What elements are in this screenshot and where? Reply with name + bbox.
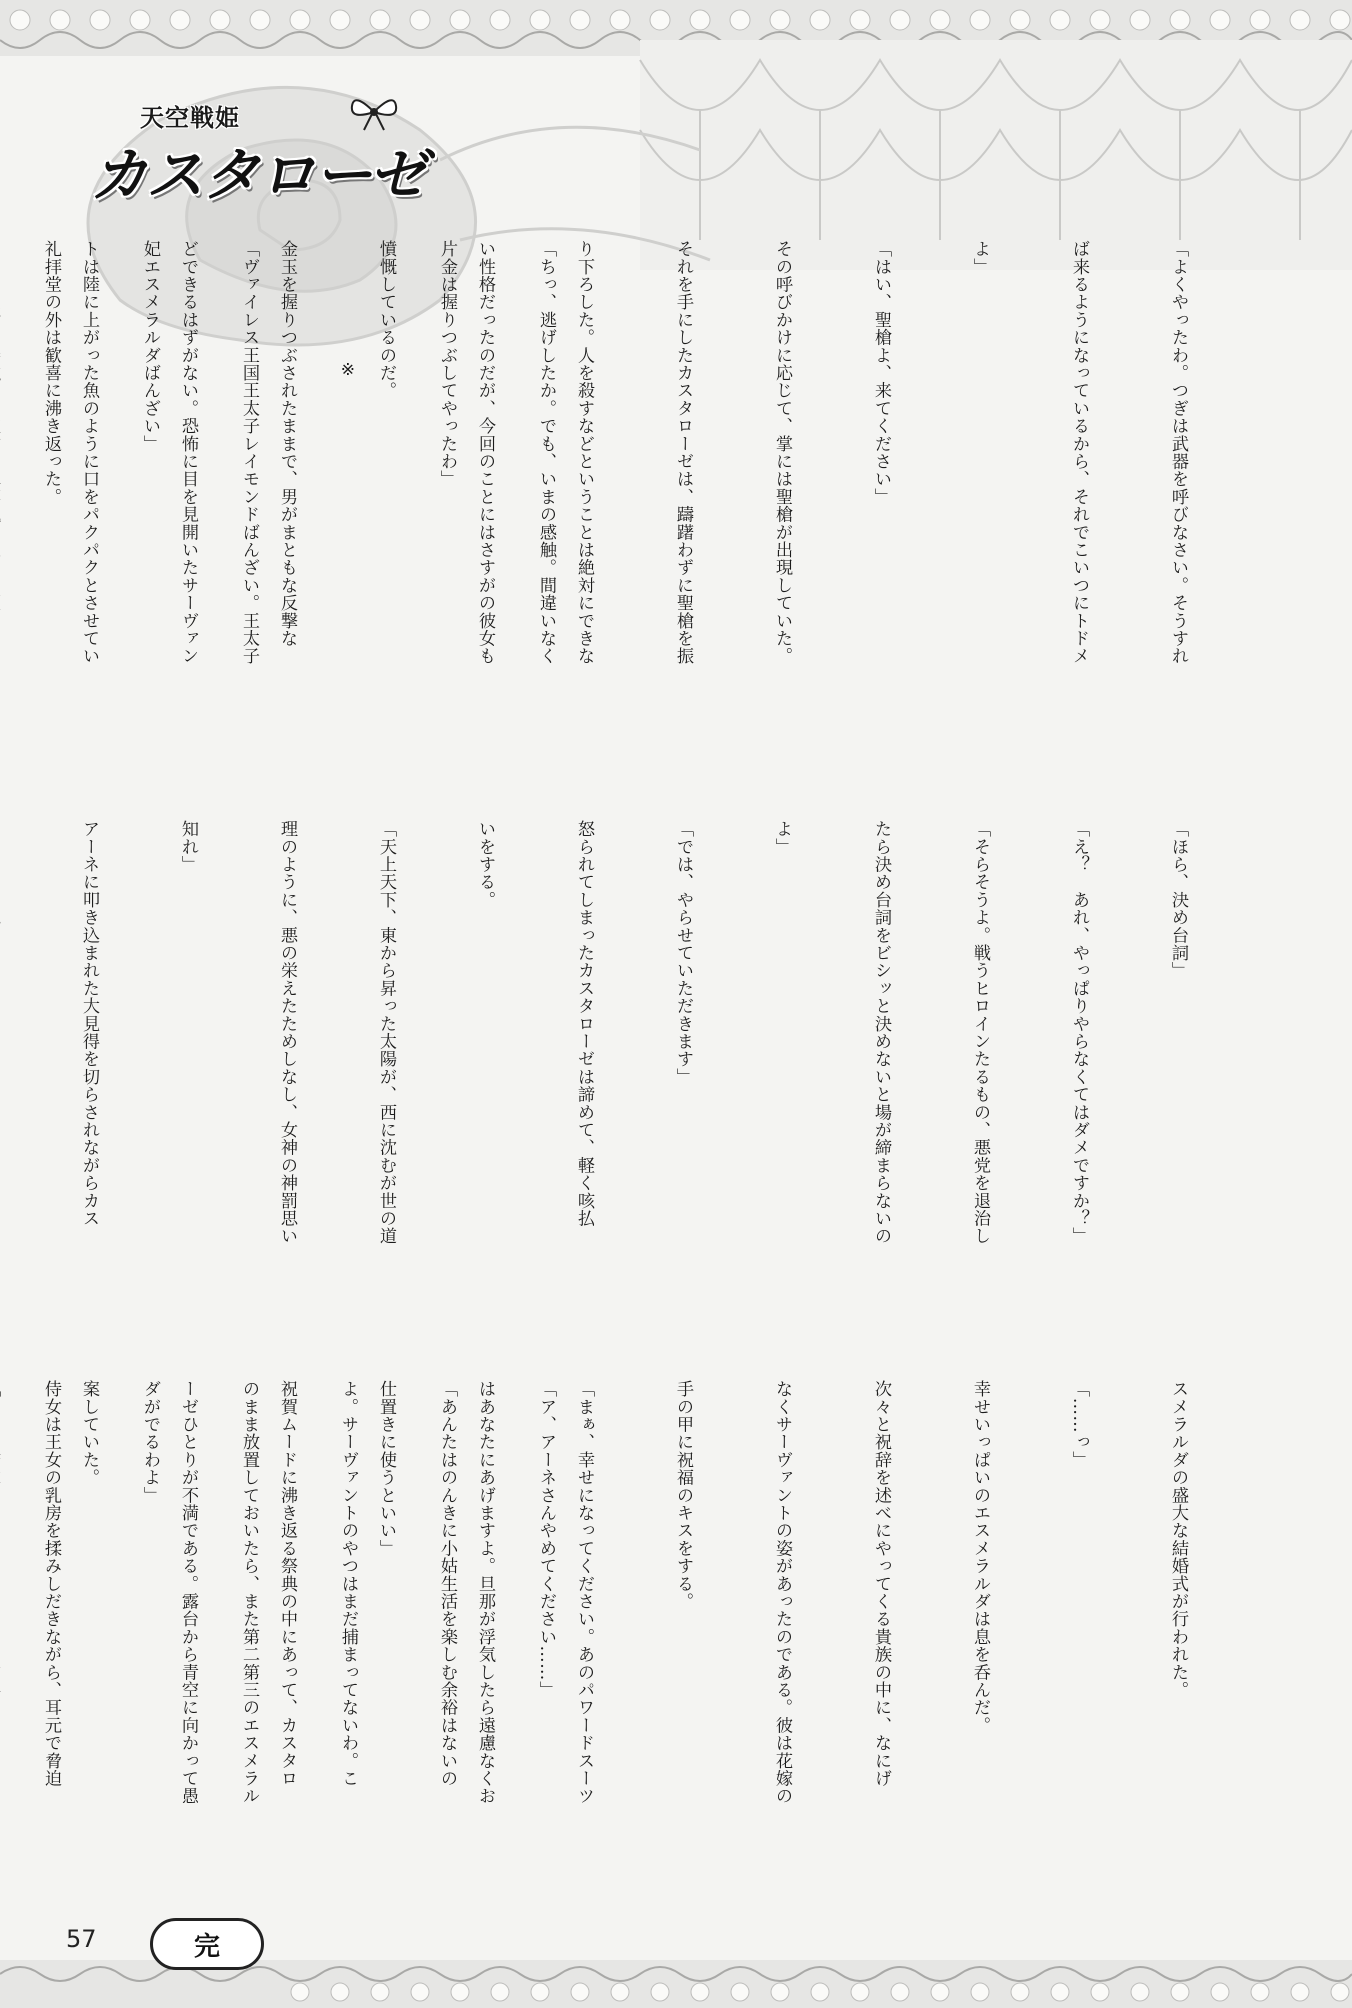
text-line: 怒られてしまったカスタローゼは諦めて、軽く咳払: [574, 820, 594, 1228]
text-tier-2: [79, 820, 1260, 1350]
text-tier-3-left: [41, 1380, 628, 1915]
text-line: 憤慨しているのだ。: [376, 240, 396, 400]
text-line: 「まぁ、幸せになってください。あのパワードスーツ: [574, 1380, 594, 1805]
end-mark-label: 完: [193, 1931, 220, 1962]
text-line: り下ろした。人を殺すなどということは絶対にできな: [574, 240, 594, 665]
text-line: 「……っ」: [1069, 1380, 1089, 1469]
text-line: アーネに叩き込まれた大見得を切らされながらカス: [79, 820, 99, 1228]
text-line: スメラルダの盛大な結婚式が行われた。: [1168, 1380, 1188, 1699]
text-line: 仕置きに使うといい」: [376, 1380, 396, 1557]
text-line: 「ヴァイレス王国王太子レイモンドばんざい。王太子: [239, 240, 259, 665]
text-line: 礼拝堂の外は歓喜に沸き返った。: [41, 240, 61, 506]
text-line: なくサーヴァントの姿があったのである。彼は花嫁の: [772, 1380, 792, 1805]
text-line: 金玉を握りつぶされたままで、男がまともな反撃な: [277, 240, 297, 648]
text-line: 「そらそうよ。戦うヒロインたるもの、悪党を退治し: [970, 820, 990, 1245]
text-line: 「あんたはのんきに小姑生活を楽しむ余裕はないの: [437, 1380, 457, 1788]
text-line: 「はい、聖槍よ、来てください」: [871, 240, 891, 506]
text-line: 「天上天下、東から昇った太陽が、西に沈むが世の道: [376, 820, 396, 1245]
text-line: 幸せいっぱいのエスメラルダは息を呑んだ。: [970, 1380, 990, 1734]
curtain-drape-decoration: [640, 40, 1352, 270]
text-line: 片金は握りつぶしてやったわ」: [437, 240, 457, 488]
text-line: その呼びかけに応じて、掌には聖槍が出現していた。: [772, 240, 792, 665]
logo-subtitle: 天空戦姫: [140, 104, 240, 132]
text-line: [0, 820, 6, 1350]
text-line: 理のように、悪の栄えたためしなし、女神の神罰思い: [277, 820, 297, 1245]
text-line: ダがでるわよ」: [140, 1380, 160, 1504]
text-line: のまま放置しておいたら、また第二第三のエスメラル: [239, 1380, 259, 1805]
text-line: 妃エスメラルダばんざい」: [140, 240, 160, 453]
text-tier-1-left: [41, 240, 628, 795]
text-line: 「では、やらせていただきます」: [673, 820, 693, 1086]
text-line: 侍女は王女の乳房を揉みしだきながら、耳元で脅迫: [41, 1380, 61, 1788]
text-line: よ」: [772, 820, 792, 856]
text-line: ば来るようになっているから、それでこいつにトドメ: [1069, 240, 1089, 665]
text-line: 手の甲に祝福のキスをする。: [673, 1380, 693, 1611]
text-line: よ。サーヴァントのやつはまだ捕まってないわ。こ: [338, 1380, 358, 1788]
end-mark-badge: [150, 1918, 264, 1970]
logo-title: カスタローゼ: [90, 141, 425, 209]
text-line: 「ほら、決め台詞」: [1168, 820, 1188, 980]
text-line: ーゼひとりが不満である。露台から青空に向かって愚: [178, 1380, 198, 1805]
text-line: はあなたにあげますよ。旦那が浮気したら遠慮なくお: [475, 1380, 495, 1805]
text-line: 「え？ あれ、やっぱりやらなくてはダメですか？」: [1069, 820, 1089, 1245]
text-line: 次々と祝辞を述べにやってくる貴族の中に、なにげ: [871, 1380, 891, 1788]
text-line: 祝賀ムードに沸き返る祭典の中にあって、カスタロ: [277, 1380, 297, 1788]
text-line: トは陸に上がった魚のように口をパクパクとさせてい: [79, 240, 99, 665]
text-line: 知れ」: [178, 820, 198, 874]
text-line: 「よくやったわ。つぎは武器を呼びなさい。そうすれ: [1168, 240, 1188, 665]
text-line: い性格だったのだが、今回のことにはさすがの彼女も: [475, 240, 495, 665]
page-number: 57: [66, 1925, 97, 1953]
text-line: いをする。: [475, 820, 495, 909]
series-logo: [80, 92, 470, 222]
text-line: 「ア、アーネさんやめてください……」: [536, 1380, 556, 1699]
text-line: どできるはずがない。恐怖に目を見開いたサーヴァン: [178, 240, 198, 665]
text-line: 「ちっ、逃げしたか。でも、いまの感触。間違いなく: [536, 240, 556, 665]
text-line: よ」: [970, 240, 990, 276]
text-line: それを手にしたカスタローゼは、躊躇わずに聖槍を振: [673, 240, 693, 665]
text-line: 案していた。: [79, 1380, 99, 1487]
ribbon-bow-icon: [348, 92, 400, 132]
scene-separator: ※: [338, 360, 358, 381]
text-line: たら決め台詞をビシッと決めないと場が締まらないの: [871, 820, 891, 1245]
